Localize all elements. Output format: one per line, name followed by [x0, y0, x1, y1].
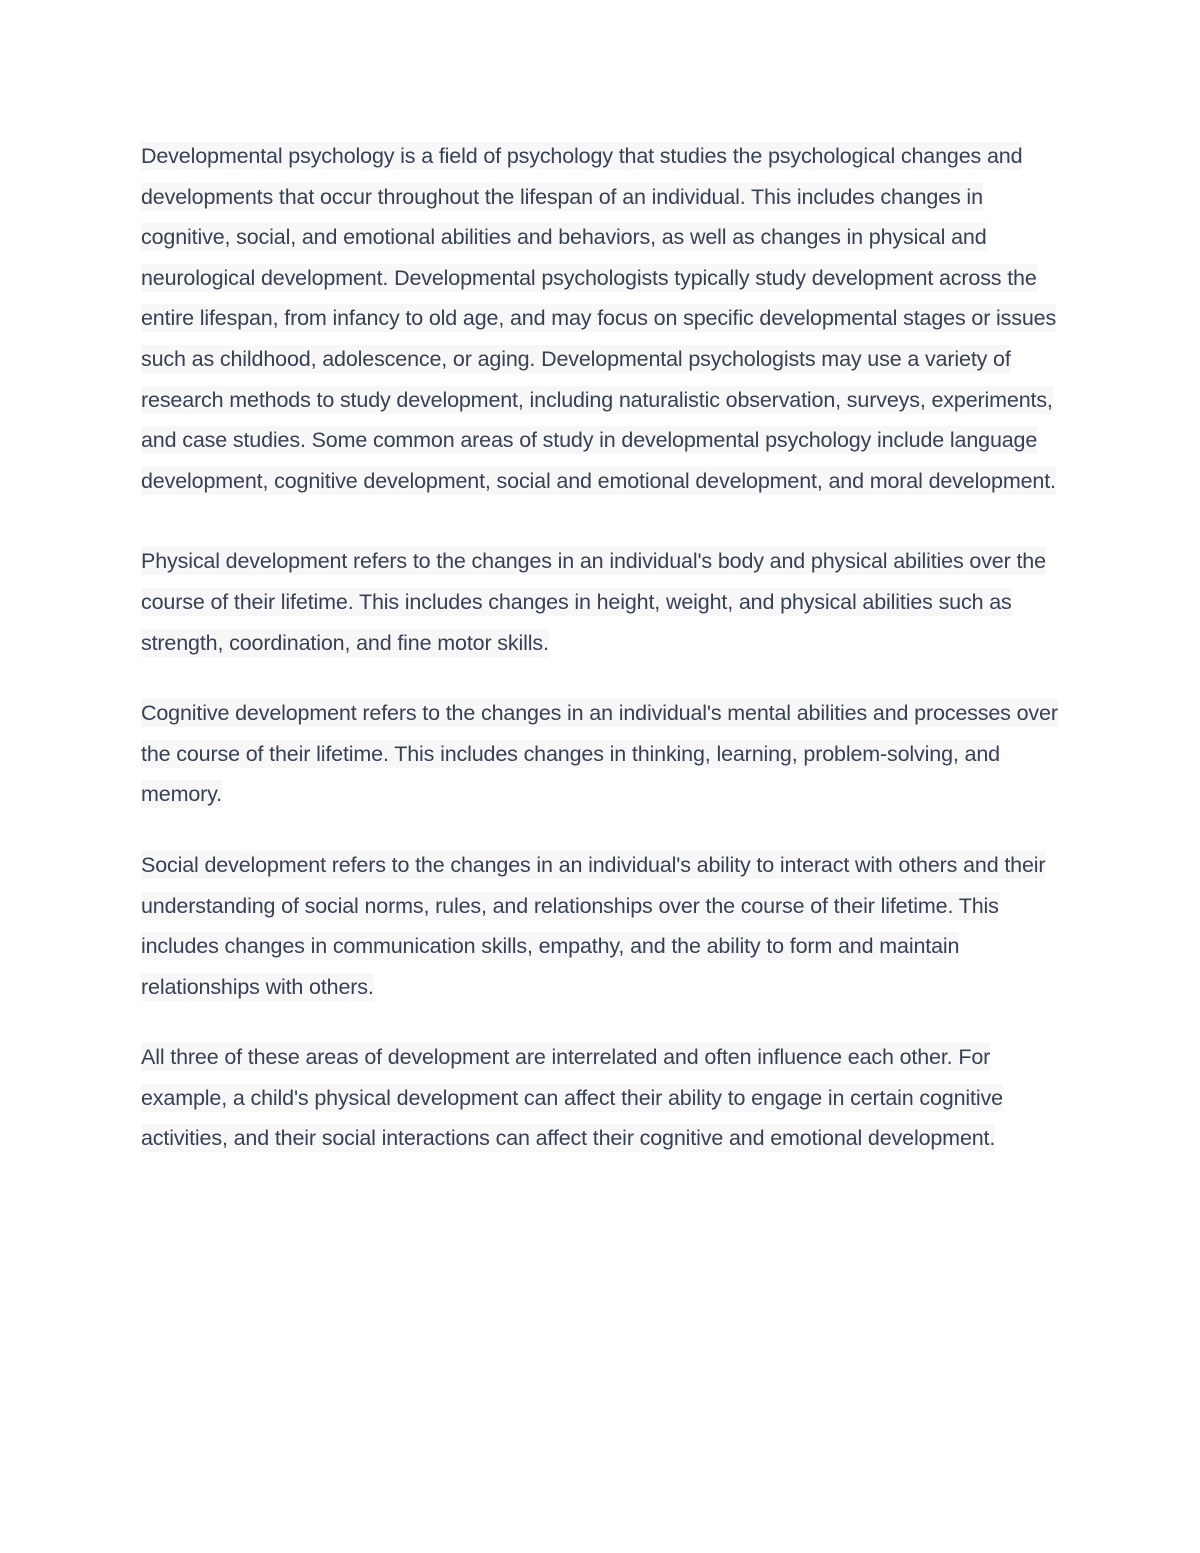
paragraph-spacer [141, 815, 1066, 845]
paragraph-spacer [141, 1007, 1066, 1037]
paragraph-spacer [141, 501, 1066, 541]
paragraph-intro-text: Developmental psychology is a field of psychology that studies the psychological changes and developments that occur throughout the lifespan of an individual. This includes changes in cognitive, social, and emotional abilities and behaviors, as well as changes in physical and neurological development. Developmental psychologists typically study development across the entire lifespan, from infancy to old age, and may focus on specific developmental stages or issues such as childhood, adolescence, or aging. Developmental psychologists may use a variety of research methods to study development, including naturalistic observation, surveys, experiments, and case studies. Some common areas of study in developmental psychology include language development, cognitive development, social and emotional development, and moral development. [141, 144, 1057, 493]
document-body [141, 136, 1066, 1159]
paragraph-physical-development [141, 541, 1066, 663]
paragraph-intro [141, 136, 1066, 501]
paragraph-cognitive-development [141, 693, 1066, 815]
paragraph-physical-development-text: Physical development refers to the changes in an individual's body and physical abilities over the course of their lifetime. This includes changes in height, weight, and physical abilities such as strength, coordination, and fine motor skills. [141, 549, 1046, 655]
paragraph-cognitive-development-text: Cognitive development refers to the changes in an individual's mental abilities and processes over the course of their lifetime. This includes changes in thinking, learning, problem-solving, and memory. [141, 701, 1058, 807]
paragraph-social-development-text: Social development refers to the changes in an individual's ability to interact with others and their understanding of social norms, rules, and relationships over the course of their lifetime. This includes changes in communication skills, empathy, and the ability to form and maintain relationships with others. [141, 852, 1046, 999]
paragraph-spacer [141, 663, 1066, 693]
paragraph-social-development [141, 845, 1066, 1007]
paragraph-interrelation-text: All three of these areas of development are interrelated and often influence each other. For example, a child's physical development can affect their ability to engage in certain cognitive activities, and their social interactions can affect their cognitive and emotional development. [141, 1045, 1003, 1151]
paragraph-interrelation [141, 1037, 1066, 1159]
